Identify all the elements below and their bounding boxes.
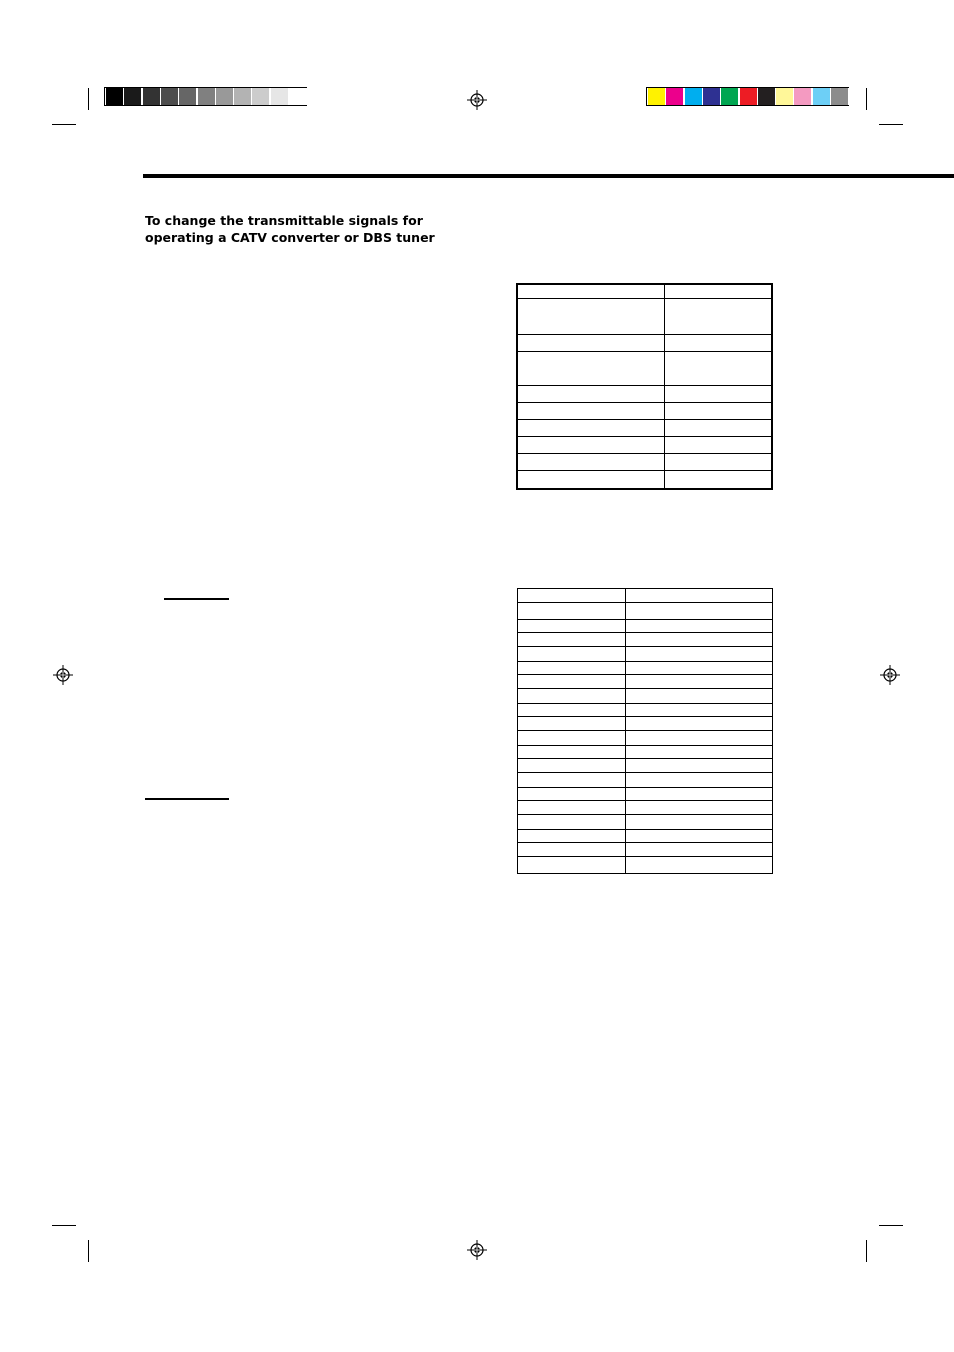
table-cell [664,419,772,436]
gray-swatch [143,88,161,105]
table-cell [518,647,626,662]
gray-swatch [106,88,124,105]
table-cell [626,759,773,773]
table-row [517,453,772,470]
table-row [518,801,773,815]
table-row [517,351,772,385]
table-cell [518,773,626,788]
table-cell [518,589,626,603]
table-row [518,857,773,874]
table-cell [626,788,773,801]
color-swatch [776,88,794,105]
table-cell [626,689,773,704]
code-table-2 [517,588,773,874]
table-cell [626,746,773,759]
crop-mark-tr-v [866,88,867,110]
color-swatch [758,88,776,105]
table-cell [664,436,772,453]
table-row [518,589,773,603]
table-cell [518,620,626,633]
table-cell [518,830,626,843]
table-cell [518,815,626,830]
table-row [518,675,773,689]
table-row [518,704,773,717]
registration-mark-right-icon [880,665,900,685]
crop-mark-br-h [879,1225,903,1226]
gray-swatch [124,88,142,105]
table-row [518,759,773,773]
section-heading-line-1: To change the transmittable signals for [145,213,423,228]
color-swatch [648,88,666,105]
table-cell [626,589,773,603]
table-cell [517,385,664,402]
table-cell [518,731,626,746]
table-cell [518,788,626,801]
table-cell [626,662,773,675]
table-row [518,647,773,662]
section-heading-line-2: operating a CATV converter or DBS tuner [145,230,435,245]
table-row [518,717,773,731]
table-row [517,284,772,298]
table-cell [664,453,772,470]
table-row [518,830,773,843]
table-cell [518,801,626,815]
table-cell [626,704,773,717]
table-cell [626,647,773,662]
table-cell [518,717,626,731]
table-cell [626,801,773,815]
section-heading [145,212,465,246]
table-cell [517,351,664,385]
table-cell [626,773,773,788]
table-row [518,662,773,675]
table-cell [517,436,664,453]
crop-mark-bl-v [88,1240,89,1262]
table-cell [517,419,664,436]
gray-swatch [198,88,216,105]
table-row [517,419,772,436]
table-cell [664,402,772,419]
table-cell [664,334,772,351]
table-cell [518,633,626,647]
crop-mark-br-v [866,1240,867,1262]
crop-mark-tr-h [879,124,903,125]
table-row [517,402,772,419]
gray-swatch [271,88,289,105]
table-cell [664,351,772,385]
note-rule-2 [145,798,229,800]
table-cell [518,746,626,759]
registration-mark-bottom-icon [467,1240,487,1260]
table-cell [517,284,664,298]
table-cell [626,857,773,874]
table-cell [626,675,773,689]
registration-mark-left-icon [53,665,73,685]
gray-swatch [161,88,179,105]
crop-mark-bl-h [52,1225,76,1226]
table-cell [626,815,773,830]
table-cell [518,704,626,717]
table-cell [626,620,773,633]
table-row [517,470,772,489]
table-cell [517,470,664,489]
color-swatch [666,88,684,105]
table-cell [517,402,664,419]
code-table-1 [516,283,773,490]
table-cell [518,759,626,773]
color-swatch [703,88,721,105]
table-row [518,603,773,620]
gray-swatch [216,88,234,105]
note-rule-1 [164,598,229,600]
gray-swatch [252,88,270,105]
gray-swatch [289,88,307,105]
header-rule [143,174,954,178]
table-cell [518,689,626,704]
crop-mark-tl-h [52,124,76,125]
table-cell [664,470,772,489]
color-swatch [794,88,812,105]
table-cell [626,717,773,731]
table-cell [518,662,626,675]
table-cell [664,298,772,334]
table-row [517,436,772,453]
color-swatch [685,88,703,105]
color-swatch [813,88,831,105]
color-swatch [721,88,739,105]
table-cell [626,830,773,843]
table-row [518,773,773,788]
table-row [517,385,772,402]
crop-mark-tl-v [88,88,89,110]
color-swatch [740,88,758,105]
table-cell [518,603,626,620]
table-cell [518,843,626,857]
table-cell [517,453,664,470]
table-cell [626,603,773,620]
table-cell [664,385,772,402]
gray-swatch [179,88,197,105]
registration-mark-top-icon [467,90,487,110]
table-row [518,689,773,704]
table-cell [518,857,626,874]
table-cell [626,731,773,746]
table-cell [517,334,664,351]
color-swatch [831,88,849,105]
table-row [518,731,773,746]
gray-swatch [234,88,252,105]
table-row [518,633,773,647]
table-row [517,298,772,334]
table-row [517,334,772,351]
table-row [518,746,773,759]
table-row [518,620,773,633]
table-row [518,815,773,830]
table-cell [518,675,626,689]
table-row [518,788,773,801]
table-cell [664,284,772,298]
table-cell [626,633,773,647]
table-cell [517,298,664,334]
table-cell [626,843,773,857]
table-row [518,843,773,857]
